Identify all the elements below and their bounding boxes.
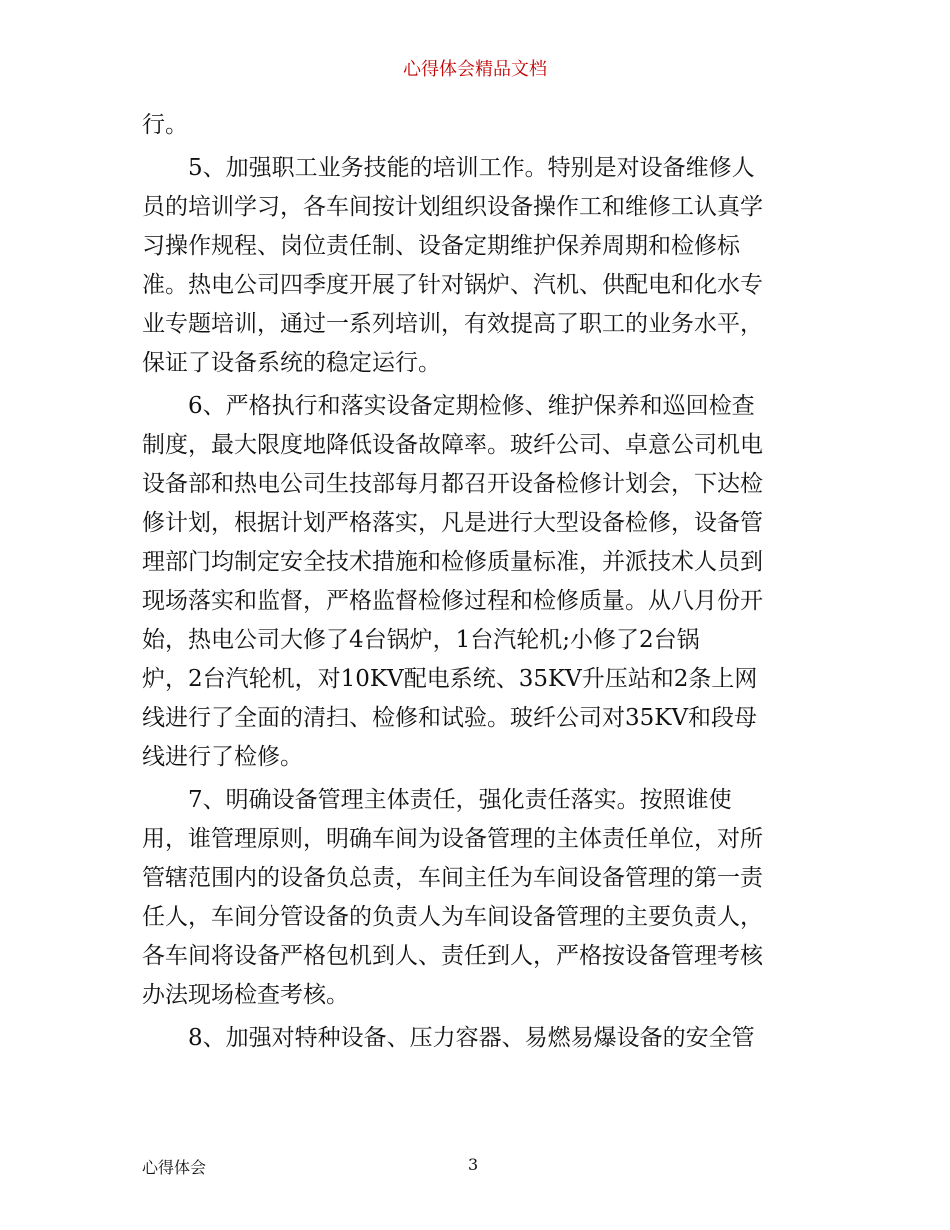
text-line: 始，热电公司大修了4台锅炉，1台汽轮机;小修了2台锅 [142, 627, 700, 653]
text-line: 制度，最大限度地降低设备故障率。玻纤公司、卓意公司机电 [142, 432, 763, 458]
page-header-title: 心得体会精品文档 [403, 59, 547, 80]
text-line: 各车间将设备严格包机到人、责任到人，严格按设备管理考核 [142, 943, 763, 969]
paragraph [142, 781, 818, 1015]
text-line: 修计划，根据计划严格落实，凡是进行大型设备检修，设备管 [142, 510, 763, 536]
text-line: 5、加强职工业务技能的培训工作。特别是对设备维修人 [188, 155, 755, 181]
text-line: 线进行了检修。 [142, 744, 303, 770]
text-line: 理部门均制定安全技术措施和检修质量标准，并派技术人员到 [142, 549, 763, 575]
text-line: 7、明确设备管理主体责任，强化责任落实。按照谁使 [188, 787, 732, 813]
text-line: 习操作规程、岗位责任制、设备定期维护保养周期和检修标 [142, 233, 740, 259]
paragraph [142, 106, 818, 145]
text-line: 线进行了全面的清扫、检修和试验。玻纤公司对35KV和段母 [142, 705, 758, 731]
text-line: 8、加强对特种设备、压力容器、易燃易爆设备的安全管 [188, 1025, 755, 1051]
text-line: 6、严格执行和落实设备定期检修、维护保养和巡回检查 [188, 393, 755, 419]
text-line: 业专题培训，通过一系列培训，有效提高了职工的业务水平， [142, 311, 763, 337]
text-line: 准。热电公司四季度开展了针对锅炉、汽机、供配电和化水专 [142, 272, 763, 298]
text-line: 行。 [142, 112, 188, 138]
page-number: 3 [468, 1155, 479, 1174]
text-line: 任人，车间分管设备的负责人为车间设备管理的主要负责人， [142, 904, 763, 930]
paragraph [142, 149, 818, 383]
paragraph [142, 387, 818, 777]
document-body [142, 106, 818, 1058]
text-line: 管辖范围内的设备负总责，车间主任为车间设备管理的第一责 [142, 865, 763, 891]
text-line: 炉，2台汽轮机，对10KV配电系统、35KV升压站和2条上网 [142, 666, 758, 692]
text-line: 用，谁管理原则，明确车间为设备管理的主体责任单位，对所 [142, 826, 763, 852]
text-line: 办法现场检查考核。 [142, 982, 349, 1008]
page-footer-label: 心得体会 [142, 1158, 207, 1177]
text-line: 现场落实和监督，严格监督检修过程和检修质量。从八月份开 [142, 588, 763, 614]
text-line: 设备部和热电公司生技部每月都召开设备检修计划会，下达检 [142, 471, 763, 497]
text-line: 员的培训学习，各车间按计划组织设备操作工和维修工认真学 [142, 194, 763, 220]
text-line: 保证了设备系统的稳定运行。 [142, 350, 441, 376]
paragraph [142, 1019, 818, 1058]
